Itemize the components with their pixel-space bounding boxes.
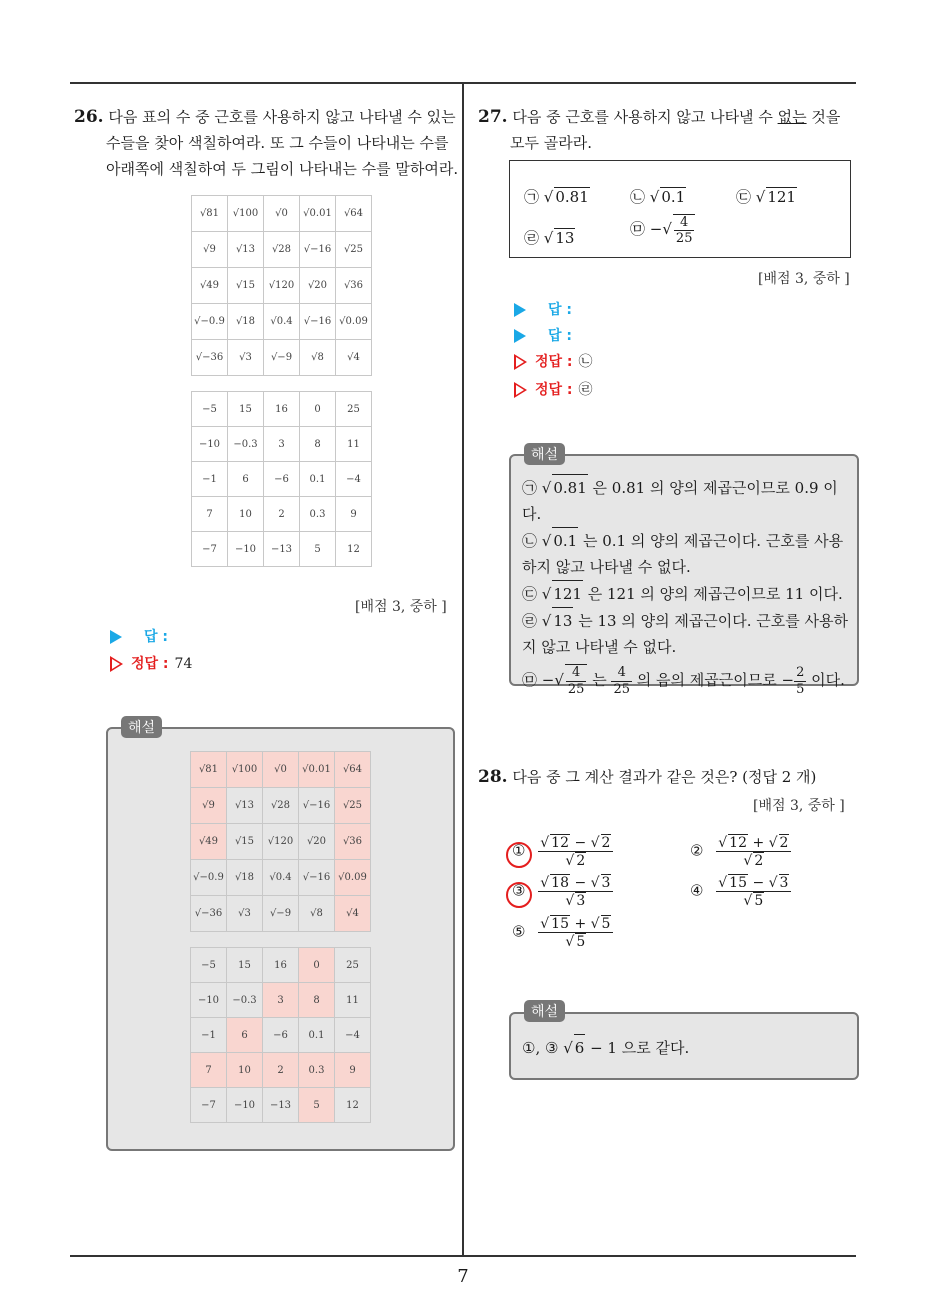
table-cell: 10 [227,1053,263,1088]
table-cell: 5 [300,532,336,567]
option-operator: + [574,916,587,932]
table-cell: √64 [336,196,372,232]
option-radicand: 5 [601,916,611,932]
sol-text: ①, ③ [522,1039,564,1057]
table-row [192,304,372,340]
table-cell: 3 [264,427,300,462]
table-row [192,497,372,532]
q27-correct-row-1 [514,351,593,371]
sol-radicand: 13 [552,607,573,634]
table-row [192,340,372,376]
q28-option-1: ① $\frac{√ 12 - √ 2}{√ 2}$ [512,834,613,869]
table-cell: √0.4 [263,860,299,896]
table-cell: 0 [299,948,335,983]
q27-answer-label-2: 답 : [548,328,572,344]
table-cell: 7 [192,497,228,532]
table-cell: 6 [228,462,264,497]
sol-denominator: 25 [567,682,585,697]
sol-text: 은 0.81 의 양의 제곱근이므로 0.9 이다. [522,479,838,523]
q26-root-table [191,195,372,376]
table-cell: −10 [192,427,228,462]
q26-correct-label: 정답 : [131,656,169,672]
table-cell: √−16 [300,304,336,340]
answer-arrow-icon [110,630,122,644]
q26-number-table [191,391,372,567]
sol-numerator: 4 [566,665,587,682]
sol-denominator: 5 [796,681,805,697]
option-radicand: 15 [729,875,747,891]
sol-text: ㉢ [522,585,542,603]
q26-score: [배점 3, 중하 ] [355,599,447,615]
table-cell: √49 [192,268,228,304]
table-cell: −4 [335,1018,371,1053]
q27-line-1-underlined: 없는 [777,108,807,126]
option-operator: − [574,875,587,891]
q26-solution-tag: 해설 [121,716,162,738]
sol-numerator: 4 [611,665,632,682]
table-cell: 6 [227,1018,263,1053]
table-row [191,1088,371,1123]
q27-number: 27. [478,107,508,127]
table-cell: 2 [264,497,300,532]
q28-solution-tag: 해설 [524,1000,565,1022]
page-number: 7 [457,1266,469,1287]
table-cell: √28 [264,232,300,268]
table-cell: √81 [191,752,227,788]
sol-radicand: 0.81 [552,474,587,501]
sol-text: ㉡ [522,532,542,550]
correct-arrow-icon [110,656,123,672]
sol-numerator: 2 [796,664,805,680]
table-row [191,983,371,1018]
option-radicand: 2 [779,835,789,851]
table-cell: −1 [191,1018,227,1053]
table-cell: √81 [192,196,228,232]
table-cell: √−9 [263,896,299,932]
table-cell: √0.4 [264,304,300,340]
table-cell: −13 [264,532,300,567]
q27-correct-value-2: ㉣ [578,382,593,398]
table-cell: √25 [335,788,371,824]
option-mark: ⑤ [512,922,526,941]
table-cell: √0.09 [336,304,372,340]
option-radicand: 2 [576,853,586,869]
q28-score: [배점 3, 중하 ] [753,798,845,814]
table-cell: 0.3 [300,497,336,532]
table-cell: √28 [263,788,299,824]
option-mark: ㉢ [736,188,752,206]
q27-score: [배점 3, 중하 ] [758,271,850,287]
table-cell: 15 [227,948,263,983]
table-cell: √100 [227,752,263,788]
option-mark: ① [512,841,526,860]
table-cell: √0.01 [300,196,336,232]
q26-correct-value: 74 [174,656,193,672]
q28-solution-text: ①, ③ √ 6 − 1 으로 같다. [522,1034,689,1061]
q27-correct-row-2 [514,379,593,399]
table-cell: √49 [191,824,227,860]
table-cell: √3 [228,340,264,376]
sol-text: 이다. [806,671,845,689]
table-cell: √−0.9 [191,860,227,896]
table-row [192,462,372,497]
table-cell: √−36 [191,896,227,932]
option-radicand: 3 [601,875,611,891]
q27-line-1b: 것을 [806,108,841,126]
sol-text: 은 121 의 양의 제곱근이므로 11 이다. [582,585,843,603]
table-cell: 11 [336,427,372,462]
table-row [192,532,372,567]
table-cell: √0.01 [299,752,335,788]
option-operator: + [752,835,765,851]
option-denominator: 25 [675,231,693,246]
correct-arrow-icon [514,354,527,370]
option-radicand: 0.1 [661,188,686,206]
table-cell: 9 [336,497,372,532]
table-cell: 2 [263,1053,299,1088]
option-radicand: 121 [767,188,796,206]
option-mark: ㉠ [524,188,540,206]
table-cell: −10 [191,983,227,1018]
table-cell: 5 [299,1088,335,1123]
q28-option-5: ⑤ $\frac{√ 15 + √ 5}{√ 5}$ [512,915,613,950]
q28-option-2: ② $\frac{√ 12 + √ 2}{√ 2}$ [690,834,791,869]
table-row [191,1018,371,1053]
table-cell: √0.09 [335,860,371,896]
option-radicand: 0.81 [555,188,589,206]
q27-option-3: ㉢ √ 121 [736,188,796,206]
table-row [192,268,372,304]
q27-option-5: ㉤ −√ $\frac{4}{25}$ [630,214,695,246]
table-cell: √9 [191,788,227,824]
sol-denominator: 25 [613,681,631,697]
q26-answer-row [110,626,168,646]
table-cell: 0.1 [300,462,336,497]
table-cell: 11 [335,983,371,1018]
table-cell: −4 [336,462,372,497]
table-row [192,232,372,268]
table-cell: √20 [299,824,335,860]
q28-option-3: ③ $\frac{√ 18 - √ 3}{√ 3}$ [512,874,613,909]
option-mark: ③ [512,881,526,900]
table-cell: −0.3 [228,427,264,462]
q28-option-4: ④ $\frac{√ 15 - √ 3}{√ 5}$ [690,874,791,909]
option-radicand: 5 [754,893,764,909]
table-cell: 7 [191,1053,227,1088]
sol-radicand: 0.1 [552,527,578,554]
table-cell: −1 [192,462,228,497]
table-cell: √15 [227,824,263,860]
sol-text: ㉤ − [522,671,555,689]
table-cell: −0.3 [227,983,263,1018]
option-mark: ② [690,841,704,860]
sol-text: 는 0.1 의 양의 제곱근이다. 근호를 사용 [578,532,844,550]
q26-number: 26. [74,107,104,127]
table-cell: √4 [335,896,371,932]
table-row [192,196,372,232]
sol-text: 하지 않고 나타낼 수 없다. [522,558,691,576]
table-cell: −5 [192,392,228,427]
table-cell: 0 [300,392,336,427]
q28-number: 28. [478,767,508,787]
table-cell: −6 [263,1018,299,1053]
option-radicand: 15 [551,916,569,932]
q26-solution-number-table [190,947,371,1123]
option-radicand: 3 [576,893,586,909]
table-cell: −10 [228,532,264,567]
table-cell: 3 [263,983,299,1018]
table-cell: √−16 [299,788,335,824]
table-row [191,1053,371,1088]
table-row [191,788,371,824]
table-cell: √20 [300,268,336,304]
q28-line: 다음 중 그 계산 결과가 같은 것은? (정답 2 개) [512,768,817,786]
table-cell: √8 [300,340,336,376]
table-cell: √64 [335,752,371,788]
sol-text: 는 [587,671,612,689]
table-cell: −7 [191,1088,227,1123]
table-cell: √−16 [300,232,336,268]
table-row [191,860,371,896]
sol-radicand: 121 [552,580,583,607]
sol-text: − 1 으로 같다. [585,1039,690,1057]
table-cell: √100 [228,196,264,232]
option-radicand: 2 [754,853,764,869]
sol-radicand: 6 [574,1034,586,1061]
q27-solution-tag: 해설 [524,443,565,465]
option-radicand: 5 [576,934,586,950]
sol-text: ㉠ [522,479,542,497]
option-radicand: 3 [779,875,789,891]
table-cell: −5 [191,948,227,983]
option-numerator: 4 [674,215,695,231]
q27-line-1a: 다음 중 근호를 사용하지 않고 나타낼 수 [512,108,778,126]
option-operator: − [752,875,765,891]
sol-text: 의 음의 제곱근이므로 − [632,671,795,689]
q27-question [478,104,858,156]
table-row [191,948,371,983]
q28-question [478,764,858,790]
q27-answer-label-1: 답 : [548,302,572,318]
option-radicand: 12 [729,835,747,851]
table-row [191,824,371,860]
correct-arrow-icon [514,382,527,398]
option-mark: ㉣ [524,229,540,247]
table-cell: 0.1 [299,1018,335,1053]
q27-correct-label-1: 정답 : [535,354,573,370]
table-cell: √36 [335,824,371,860]
q26-question [74,104,459,182]
option-mark: ④ [690,881,704,900]
table-cell: √18 [227,860,263,896]
table-cell: √−0.9 [192,304,228,340]
sol-text: ㉣ [522,612,542,630]
table-cell: √15 [228,268,264,304]
table-cell: 0.3 [299,1053,335,1088]
table-cell: √25 [336,232,372,268]
table-cell: √9 [192,232,228,268]
table-row [191,896,371,932]
table-cell: √−9 [264,340,300,376]
q27-solution-text: ㉠ √ 0.81 은 0.81 의 양의 제곱근이므로 0.9 이다. ㉡ √ 0.1 는 0.1 의 양의 제곱근이다. 근호를 사용 하지 않고 나타낼 수 없다. ㉢ √ 121 은 121 의 양의 제곱근이므로 11 이다. ㉣ √ 13 는 13 의 양의 제곱근이다. 근호를 사용하 지 않고 나타낼 수 없다. ㉤ −√ $\frac{4}{25}$ 는 $\frac{4}{25}$ 의 음의 제곱근이므로 − $\frac{2}{5}$ 이다. [522,474,852,698]
option-radicand: 18 [551,875,569,891]
table-cell: √−36 [192,340,228,376]
q26-correct-row [110,653,192,673]
q26-line-3: 아래쪽에 색칠하여 두 그림이 나타내는 수를 말하여라. [106,160,459,178]
table-cell: −13 [263,1088,299,1123]
answer-arrow-icon [514,329,526,343]
table-cell: 25 [336,392,372,427]
table-cell: √13 [227,788,263,824]
q27-correct-label-2: 정답 : [535,382,573,398]
table-cell: 8 [300,427,336,462]
option-radicand: 12 [551,835,569,851]
table-cell: 12 [336,532,372,567]
option-mark: ㉡ [630,188,646,206]
option-operator: − [574,835,587,851]
table-row [191,752,371,788]
table-row [192,427,372,462]
q27-correct-value-1: ㉡ [578,354,593,370]
sol-text: 는 13 의 양의 제곱근이다. 근호를 사용하 [573,612,849,630]
table-cell: √8 [299,896,335,932]
table-cell: √36 [336,268,372,304]
table-cell: 12 [335,1088,371,1123]
table-cell: √120 [264,268,300,304]
table-cell: 10 [228,497,264,532]
q26-line-2: 수들을 찾아 색칠하여라. 또 그 수들이 나타내는 수를 [106,134,449,152]
q26-answer-label: 답 : [144,629,168,645]
table-cell: √−16 [299,860,335,896]
table-cell: 25 [335,948,371,983]
option-radicand: 2 [601,835,611,851]
table-cell: 15 [228,392,264,427]
option-radicand: 13 [555,229,575,247]
q27-line-2: 모두 골라라. [510,134,592,152]
sol-text: 지 않고 나타낼 수 없다. [522,638,677,656]
table-cell: 16 [264,392,300,427]
table-cell: −7 [192,532,228,567]
q27-option-2: ㉡ √ 0.1 [630,188,686,206]
option-mark: ㉤ [630,220,646,238]
q27-answer-row-1 [514,299,572,319]
q26-solution-root-table [190,751,371,932]
table-cell: √120 [263,824,299,860]
table-row [192,392,372,427]
q26-line-1: 다음 표의 수 중 근호를 사용하지 않고 나타낼 수 있는 [108,108,456,126]
table-cell: √13 [228,232,264,268]
answer-arrow-icon [514,303,526,317]
q27-answer-row-2 [514,325,572,345]
table-cell: 16 [263,948,299,983]
table-cell: √4 [336,340,372,376]
table-cell: 9 [335,1053,371,1088]
table-cell: −6 [264,462,300,497]
table-cell: √3 [227,896,263,932]
column-divider [462,84,464,1256]
table-cell: √18 [228,304,264,340]
table-cell: −10 [227,1088,263,1123]
table-cell: √0 [264,196,300,232]
table-cell: 8 [299,983,335,1018]
table-cell: √0 [263,752,299,788]
q27-option-4: ㉣ √ 13 [524,229,575,247]
q27-option-1: ㉠ √ 0.81 [524,188,589,206]
